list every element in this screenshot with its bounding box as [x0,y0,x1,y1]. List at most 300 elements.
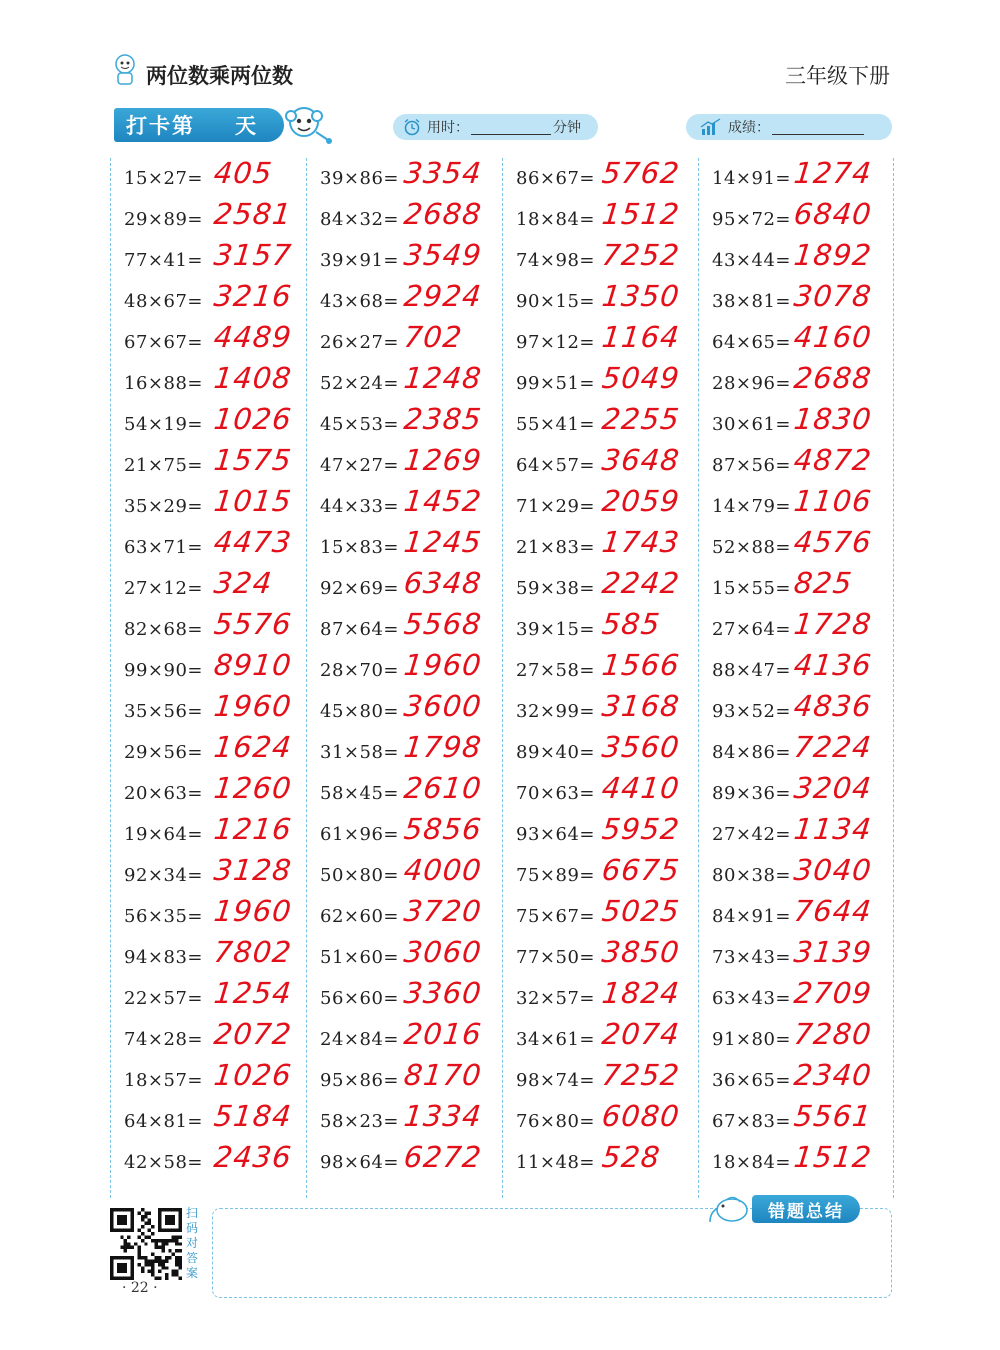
problem-row [110,1060,305,1101]
handwritten-answer[interactable]: 3168 [600,689,682,723]
handwritten-answer[interactable]: 3078 [792,279,874,313]
problem-row [698,855,893,896]
handwritten-answer[interactable]: 7252 [600,1058,682,1092]
problem-row [306,650,501,691]
handwritten-answer[interactable]: 4410 [600,771,682,805]
problem-equation: 89×40= [516,742,595,763]
handwritten-answer[interactable]: 1269 [402,443,484,477]
handwritten-answer[interactable]: 2074 [600,1017,682,1051]
problem-row [502,404,697,445]
problem-row [110,363,305,404]
problem-equation: 43×68= [320,291,399,312]
handwritten-answer[interactable]: 1026 [212,1058,294,1092]
problem-equation: 56×35= [124,906,203,927]
problem-equation: 18×57= [124,1070,203,1091]
problem-equation: 75×67= [516,906,595,927]
problem-row [306,937,501,978]
problem-row [110,691,305,732]
problem-row [502,363,697,404]
problem-row [110,650,305,691]
handwritten-answer[interactable]: 3850 [600,935,682,969]
problem-row [110,978,305,1019]
problem-equation: 56×60= [320,988,399,1009]
problem-equation: 97×12= [516,332,595,353]
problem-equation: 55×41= [516,414,595,435]
handwritten-answer[interactable]: 3157 [212,238,294,272]
problem-equation: 28×96= [712,373,791,394]
problem-row [110,527,305,568]
mistake-summary-label: 错题总结 [752,1195,860,1223]
problem-equation: 91×80= [712,1029,791,1050]
problem-equation: 47×27= [320,455,399,476]
time-unit: 分钟 [553,120,581,136]
problem-row [502,199,697,240]
problem-row [698,609,893,650]
problem-row [306,568,501,609]
problem-row [698,568,893,609]
handwritten-answer[interactable]: 2688 [792,361,874,395]
problem-equation: 63×71= [124,537,203,558]
handwritten-answer[interactable]: 5561 [792,1099,874,1133]
problem-row [698,445,893,486]
handwritten-answer[interactable]: 3060 [402,935,484,969]
problem-equation: 88×47= [712,660,791,681]
problem-row [306,609,501,650]
handwritten-answer[interactable]: 3204 [792,771,874,805]
problem-equation: 99×51= [516,373,595,394]
problem-equation: 87×64= [320,619,399,640]
handwritten-answer[interactable]: 1408 [212,361,294,395]
handwritten-answer[interactable]: 2581 [212,197,294,231]
problem-row [502,486,697,527]
problem-equation: 38×81= [712,291,791,312]
problem-equation: 28×70= [320,660,399,681]
problem-row [698,937,893,978]
problem-grid [110,158,894,1198]
handwritten-answer[interactable]: 8910 [212,648,294,682]
handwritten-answer[interactable]: 7644 [792,894,874,928]
handwritten-answer[interactable]: 1026 [212,402,294,436]
problem-row [698,814,893,855]
problem-row [306,445,501,486]
handwritten-answer[interactable]: 405 [212,156,275,190]
problem-row [110,240,305,281]
handwritten-answer[interactable]: 2610 [402,771,484,805]
handwritten-answer[interactable]: 1728 [792,607,874,641]
handwritten-answer[interactable]: 3139 [792,935,874,969]
handwritten-answer[interactable]: 3128 [212,853,294,887]
problem-equation: 52×88= [712,537,791,558]
problem-row [502,978,697,1019]
qr-code-icon[interactable] [110,1208,182,1280]
handwritten-answer[interactable]: 2059 [600,484,682,518]
problem-row [306,1142,501,1183]
handwritten-answer[interactable]: 1164 [600,320,682,354]
handwritten-answer[interactable]: 1274 [792,156,874,190]
handwritten-answer[interactable]: 5049 [600,361,682,395]
problem-row [698,773,893,814]
handwritten-answer[interactable]: 1452 [402,484,484,518]
handwritten-answer[interactable]: 3549 [402,238,484,272]
problem-equation: 61×96= [320,824,399,845]
problem-equation: 93×52= [712,701,791,722]
problem-equation: 74×98= [516,250,595,271]
problem-row [110,445,305,486]
problem-equation: 89×36= [712,783,791,804]
problem-row [502,527,697,568]
problem-equation: 39×15= [516,619,595,640]
problem-equation: 32×57= [516,988,595,1009]
handwritten-answer[interactable]: 7280 [792,1017,874,1051]
problem-equation: 63×43= [712,988,791,1009]
score-label: 成绩： [728,120,770,136]
problem-row [698,896,893,937]
problem-equation: 27×58= [516,660,595,681]
problem-equation: 27×64= [712,619,791,640]
time-input[interactable] [471,120,551,135]
problem-row [698,486,893,527]
problem-row [110,486,305,527]
problem-row [110,404,305,445]
qr-label: 扫码对答案 [186,1206,199,1280]
handwritten-answer[interactable]: 4160 [792,320,874,354]
problem-equation: 92×34= [124,865,203,886]
problem-equation: 32×99= [516,701,595,722]
handwritten-answer[interactable]: 5184 [212,1099,294,1133]
problem-row [306,363,501,404]
problem-equation: 26×27= [320,332,399,353]
problem-row [306,1060,501,1101]
problem-row [306,896,501,937]
handwritten-answer[interactable]: 1960 [402,648,484,682]
handwritten-answer[interactable]: 3354 [402,156,484,190]
problem-equation: 73×43= [712,947,791,968]
problem-equation: 67×83= [712,1111,791,1132]
handwritten-answer[interactable]: 5952 [600,812,682,846]
time-label: 用时： [427,120,469,136]
problem-row [110,814,305,855]
handwritten-answer[interactable]: 702 [402,320,465,354]
handwritten-answer[interactable]: 7224 [792,730,874,764]
problem-equation: 90×15= [516,291,595,312]
handwritten-answer[interactable]: 2924 [402,279,484,313]
handwritten-answer[interactable]: 6840 [792,197,874,231]
problem-row [110,322,305,363]
handwritten-answer[interactable]: 4489 [212,320,294,354]
problem-row [502,896,697,937]
problem-equation: 98×64= [320,1152,399,1173]
problem-row [110,281,305,322]
problem-row [502,691,697,732]
problem-equation: 80×38= [712,865,791,886]
handwritten-answer[interactable]: 4576 [792,525,874,559]
problem-equation: 76×80= [516,1111,595,1132]
problem-equation: 24×84= [320,1029,399,1050]
problem-row [698,322,893,363]
problem-row [698,650,893,691]
problem-row [306,281,501,322]
handwritten-answer[interactable]: 1350 [600,279,682,313]
problem-equation: 77×50= [516,947,595,968]
handwritten-answer[interactable]: 1960 [212,689,294,723]
handwritten-answer[interactable]: 2255 [600,402,682,436]
handwritten-answer[interactable]: 2242 [600,566,682,600]
problem-row [306,814,501,855]
problem-row [110,199,305,240]
handwritten-answer[interactable]: 6272 [402,1140,484,1174]
problem-equation: 54×19= [124,414,203,435]
problem-row [698,281,893,322]
problem-row [306,855,501,896]
handwritten-answer[interactable]: 2688 [402,197,484,231]
problem-row [698,1060,893,1101]
problem-equation: 35×29= [124,496,203,517]
problem-row [306,1019,501,1060]
problem-equation: 15×27= [124,168,203,189]
problem-equation: 15×83= [320,537,399,558]
problem-equation: 14×79= [712,496,791,517]
problem-equation: 50×80= [320,865,399,886]
problem-row [306,158,501,199]
column-divider [893,158,894,1198]
problem-row [698,404,893,445]
handwritten-answer[interactable]: 1134 [792,812,874,846]
problem-row [502,1060,697,1101]
problem-equation: 44×33= [320,496,399,517]
handwritten-answer[interactable]: 7252 [600,238,682,272]
handwritten-answer[interactable]: 1334 [402,1099,484,1133]
problem-equation: 30×61= [712,414,791,435]
problem-row [110,1101,305,1142]
handwritten-answer[interactable]: 5025 [600,894,682,928]
time-field [393,114,598,140]
problem-equation: 29×89= [124,209,203,230]
score-field [686,114,892,140]
problem-equation: 15×55= [712,578,791,599]
problem-row [698,1142,893,1183]
problem-equation: 22×57= [124,988,203,1009]
handwritten-answer[interactable]: 2072 [212,1017,294,1051]
alarm-clock-icon [403,118,421,136]
problem-equation: 77×41= [124,250,203,271]
problem-equation: 18×84= [516,209,595,230]
problem-equation: 64×81= [124,1111,203,1132]
problem-equation: 92×69= [320,578,399,599]
handwritten-answer[interactable]: 5762 [600,156,682,190]
handwritten-answer[interactable]: 1743 [600,525,682,559]
problem-equation: 43×44= [712,250,791,271]
grade-label: 三年级下册 [785,64,890,88]
checkin-banner [114,108,284,142]
handwritten-answer[interactable]: 585 [600,607,663,641]
problem-equation: 67×67= [124,332,203,353]
handwritten-answer[interactable]: 2016 [402,1017,484,1051]
problem-equation: 86×67= [516,168,595,189]
problem-row [110,773,305,814]
handwritten-answer[interactable]: 1248 [402,361,484,395]
handwritten-answer[interactable]: 2709 [792,976,874,1010]
problem-equation: 52×24= [320,373,399,394]
handwritten-answer[interactable]: 1824 [600,976,682,1010]
mascot-logo-icon [110,52,140,86]
problem-equation: 34×61= [516,1029,595,1050]
handwritten-answer[interactable]: 3648 [600,443,682,477]
problem-equation: 35×56= [124,701,203,722]
problem-row [110,609,305,650]
problem-row [502,1101,697,1142]
problem-row [502,1142,697,1183]
problem-equation: 16×88= [124,373,203,394]
problem-equation: 84×32= [320,209,399,230]
problem-row [502,445,697,486]
handwritten-answer[interactable]: 6080 [600,1099,682,1133]
handwritten-answer[interactable]: 1015 [212,484,294,518]
handwritten-answer[interactable]: 3560 [600,730,682,764]
problem-equation: 93×64= [516,824,595,845]
handwritten-answer[interactable]: 2340 [792,1058,874,1092]
score-input[interactable] [772,120,864,135]
handwritten-answer[interactable]: 825 [792,566,855,600]
problem-equation: 39×86= [320,168,399,189]
problem-row [502,732,697,773]
problem-row [698,1019,893,1060]
problem-equation: 95×72= [712,209,791,230]
handwritten-answer[interactable]: 5568 [402,607,484,641]
problem-equation: 11×48= [516,1152,595,1173]
handwritten-answer[interactable]: 1254 [212,976,294,1010]
problem-equation: 19×64= [124,824,203,845]
handwritten-answer[interactable]: 5856 [402,812,484,846]
problem-equation: 58×45= [320,783,399,804]
problem-equation: 42×58= [124,1152,203,1173]
problem-row [110,855,305,896]
problem-row [502,158,697,199]
problem-equation: 87×56= [712,455,791,476]
handwritten-answer[interactable]: 1798 [402,730,484,764]
problem-row [502,240,697,281]
problem-row [110,1142,305,1183]
handwritten-answer[interactable]: 4000 [402,853,484,887]
handwritten-answer[interactable]: 4872 [792,443,874,477]
problem-equation: 62×60= [320,906,399,927]
problem-row [110,937,305,978]
handwritten-answer[interactable]: 1245 [402,525,484,559]
problem-row [502,322,697,363]
problem-row [306,1101,501,1142]
handwritten-answer[interactable]: 1566 [600,648,682,682]
handwritten-answer[interactable]: 1892 [792,238,874,272]
problem-equation: 95×86= [320,1070,399,1091]
problem-equation: 51×60= [320,947,399,968]
problem-row [502,773,697,814]
elephant-icon [704,1192,754,1226]
problem-row [306,199,501,240]
bar-chart-icon [700,118,722,136]
problem-row [698,240,893,281]
problem-row [306,978,501,1019]
problem-row [306,691,501,732]
problem-row [306,527,501,568]
handwritten-answer[interactable]: 4136 [792,648,874,682]
handwritten-answer[interactable]: 3600 [402,689,484,723]
problem-row [306,486,501,527]
handwritten-answer[interactable]: 324 [212,566,275,600]
problem-equation: 36×65= [712,1070,791,1091]
problem-row [698,527,893,568]
problem-equation: 48×67= [124,291,203,312]
problem-row [306,773,501,814]
handwritten-answer[interactable]: 7802 [212,935,294,969]
problem-row [306,240,501,281]
problem-row [502,568,697,609]
problem-equation: 82×68= [124,619,203,640]
page-number: · 22 · [122,1280,158,1296]
problem-equation: 31×58= [320,742,399,763]
problem-equation: 64×65= [712,332,791,353]
handwritten-answer[interactable]: 2436 [212,1140,294,1174]
handwritten-answer[interactable]: 3360 [402,976,484,1010]
handwritten-answer[interactable]: 1216 [212,812,294,846]
handwritten-answer[interactable]: 6348 [402,566,484,600]
problem-equation: 20×63= [124,783,203,804]
handwritten-answer[interactable]: 3720 [402,894,484,928]
problem-equation: 45×80= [320,701,399,722]
problem-equation: 14×91= [712,168,791,189]
handwritten-answer[interactable]: 1512 [600,197,682,231]
page-title: 两位数乘两位数 [146,64,293,88]
handwritten-answer[interactable]: 6675 [600,853,682,887]
handwritten-answer[interactable]: 3216 [212,279,294,313]
problem-equation: 94×83= [124,947,203,968]
problem-row [306,404,501,445]
handwritten-answer[interactable]: 5576 [212,607,294,641]
problem-row [502,855,697,896]
handwritten-answer[interactable]: 2385 [402,402,484,436]
problem-equation: 39×91= [320,250,399,271]
handwritten-answer[interactable]: 1260 [212,771,294,805]
problem-row [502,814,697,855]
problem-equation: 27×42= [712,824,791,845]
handwritten-answer[interactable]: 3040 [792,853,874,887]
handwritten-answer[interactable]: 1575 [212,443,294,477]
problem-equation: 58×23= [320,1111,399,1132]
problem-equation: 45×53= [320,414,399,435]
handwritten-answer[interactable]: 1830 [792,402,874,436]
problem-row [698,978,893,1019]
handwritten-answer[interactable]: 1106 [792,484,874,518]
handwritten-answer[interactable]: 1624 [212,730,294,764]
problem-equation: 74×28= [124,1029,203,1050]
problem-row [698,363,893,404]
handwritten-answer[interactable]: 4473 [212,525,294,559]
problem-row [110,158,305,199]
problem-row [110,896,305,937]
problem-equation: 27×12= [124,578,203,599]
handwritten-answer[interactable]: 8170 [402,1058,484,1092]
handwritten-answer[interactable]: 528 [600,1140,663,1174]
problem-equation: 84×86= [712,742,791,763]
problem-equation: 75×89= [516,865,595,886]
problem-row [502,650,697,691]
problem-equation: 98×74= [516,1070,595,1091]
problem-equation: 21×83= [516,537,595,558]
problem-row [698,732,893,773]
handwritten-answer[interactable]: 1512 [792,1140,874,1174]
handwritten-answer[interactable]: 4836 [792,689,874,723]
problem-row [698,158,893,199]
handwritten-answer[interactable]: 1960 [212,894,294,928]
problem-equation: 59×38= [516,578,595,599]
